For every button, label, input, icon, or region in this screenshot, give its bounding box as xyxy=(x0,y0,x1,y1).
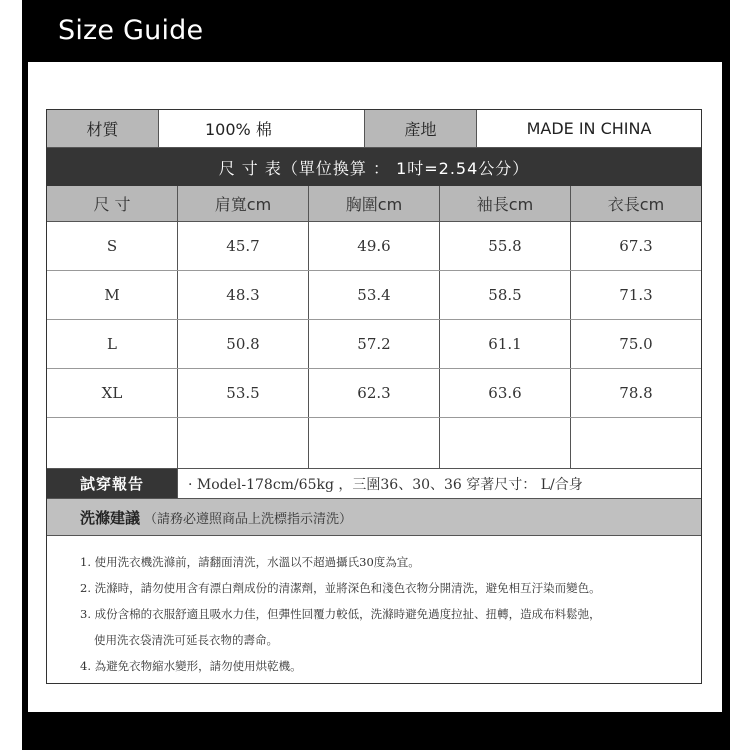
size-cell: L xyxy=(47,320,178,368)
size-cell: M xyxy=(47,271,178,319)
care-item: 1. 使用洗衣機洗滌前，請翻面清洗，水溫以不超過攝氏30度為宜。 xyxy=(80,555,420,569)
size-cell: XL xyxy=(47,369,178,417)
length-cell: 67.3 xyxy=(619,237,653,255)
origin-value: MADE IN CHINA xyxy=(526,119,652,138)
shoulder-cell xyxy=(178,418,309,468)
header-size: 尺 寸 xyxy=(47,186,178,221)
footer-bar xyxy=(22,712,730,750)
chest-cell: 57.2 xyxy=(309,320,440,368)
chest-cell: 53.4 xyxy=(309,271,440,319)
length-cell: 78.8 xyxy=(619,384,653,402)
table-row xyxy=(47,369,701,418)
shoulder-cell: 50.8 xyxy=(178,320,309,368)
shoulder-cell: 45.7 xyxy=(178,222,309,270)
shoulder-cell: 48.3 xyxy=(178,271,309,319)
length-cell xyxy=(571,418,701,468)
header-sleeve: 袖長cm xyxy=(440,186,571,221)
material-value: 100% 棉 xyxy=(159,110,365,147)
chest-cell xyxy=(309,418,440,468)
tryon-row xyxy=(47,469,701,499)
care-item: 4. 為避免衣物縮水變形，請勿使用烘乾機。 xyxy=(80,659,302,673)
wash-title: 洗滌建議 xyxy=(80,508,141,527)
tryon-label: 試穿報告 xyxy=(47,469,178,498)
table-row xyxy=(47,271,701,320)
sleeve-cell: 61.1 xyxy=(440,320,571,368)
size-cell: S xyxy=(47,222,178,270)
header-length: 衣長cm xyxy=(607,195,665,214)
size-cell xyxy=(47,418,178,468)
table-row xyxy=(47,222,701,271)
table-title xyxy=(47,148,701,186)
origin-label: 產地 xyxy=(365,110,477,147)
length-cell: 75.0 xyxy=(619,335,653,353)
table-row xyxy=(47,320,701,369)
care-item-continued: 使用洗衣袋清洗可延長衣物的壽命。 xyxy=(94,633,278,647)
care-instructions xyxy=(80,549,680,679)
wash-subtitle: （請務必遵照商品上洗標指示清洗） xyxy=(144,511,353,527)
tryon-value: · Model-178cm/65kg ，三圍36、30、36 穿著尺寸： L/合身 xyxy=(188,476,583,493)
care-item: 2. 洗滌時，請勿使用含有漂白劑成份的清潔劑，並將深色和淺色衣物分開清洗，避免相互汙染而變色。 xyxy=(80,581,601,595)
sleeve-cell: 55.8 xyxy=(440,222,571,270)
table-row-empty xyxy=(47,418,701,469)
info-row xyxy=(47,110,701,148)
page-title: Size Guide xyxy=(58,15,204,46)
wash-header xyxy=(47,499,701,536)
sleeve-cell xyxy=(440,418,571,468)
shoulder-cell: 53.5 xyxy=(178,369,309,417)
sleeve-cell: 63.6 xyxy=(440,369,571,417)
chest-cell: 49.6 xyxy=(309,222,440,270)
header-shoulder: 肩寬cm xyxy=(178,186,309,221)
size-guide-panel xyxy=(46,109,702,684)
care-item: 3. 成份含棉的衣服舒適且吸水力佳，但彈性回覆力較低，洗滌時避免過度拉扯、扭轉，造成布料鬆弛， xyxy=(80,607,601,621)
length-cell: 71.3 xyxy=(619,286,653,304)
frame-left xyxy=(22,62,28,712)
size-table-header xyxy=(47,186,701,222)
material-label: 材質 xyxy=(47,110,159,147)
frame-right xyxy=(722,62,730,712)
header-chest: 胸圍cm xyxy=(309,186,440,221)
chest-cell: 62.3 xyxy=(309,369,440,417)
sleeve-cell: 58.5 xyxy=(440,271,571,319)
table-title-text: 尺 寸 表（單位換算 ： 1吋=2.54公分） xyxy=(218,158,530,178)
